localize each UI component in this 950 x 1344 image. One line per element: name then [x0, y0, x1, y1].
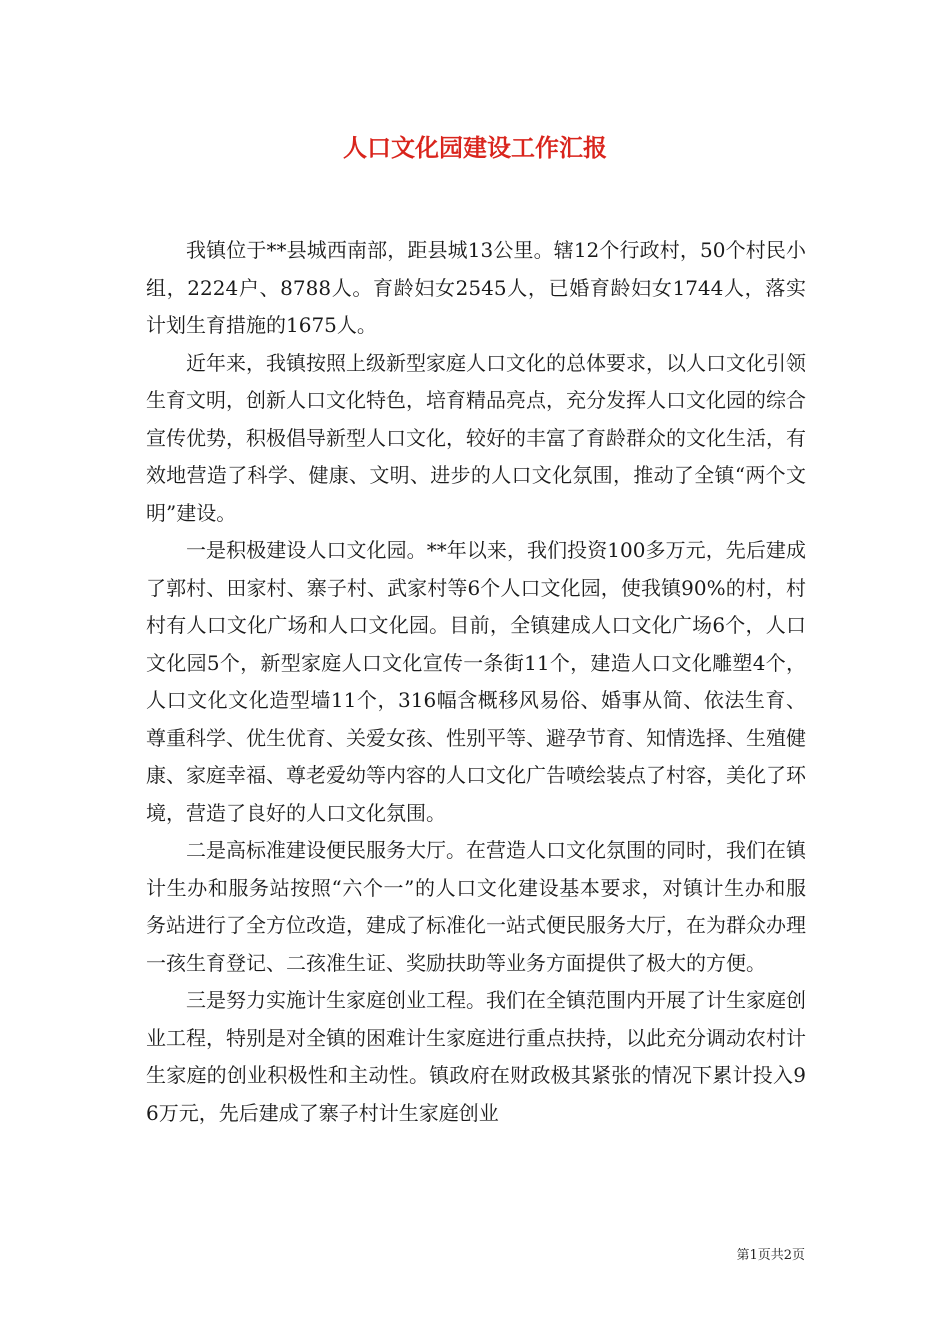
document-body — [146, 232, 806, 1132]
document-title: 人口文化园建设工作汇报 — [343, 133, 607, 162]
paragraph-1: 我镇位于**县城西南部，距县城13公里。辖12个行政村，50个村民小组，2224户、8788人。育龄妇女2545人，已婚育龄妇女1744人，落实计划生育措施的1675人。 — [146, 238, 806, 337]
paragraph-5: 三是努力实施计生家庭创业工程。我们在全镇范围内开展了计生家庭创业工程，特别是对全镇的困难计生家庭进行重点扶持，以此充分调动农村计生家庭的创业积极性和主动性。镇政府在财政极其紧张的情况下累计投入96万元，先后建成了寨子村计生家庭创业 — [146, 988, 806, 1125]
paragraph-2: 近年来，我镇按照上级新型家庭人口文化的总体要求，以人口文化引领生育文明，创新人口文化特色，培育精品亮点，充分发挥人口文化园的综合宣传优势，积极倡导新型人口文化，较好的丰富了育龄群众的文化生活，有效地营造了科学、健康、文明、进步的人口文化氛围，推动了全镇“两个文明”建设。 — [146, 350, 806, 525]
page-number: 第1页共2页 — [736, 1248, 805, 1263]
paragraph-3: 一是积极建设人口文化园。**年以来，我们投资100多万元，先后建成了郭村、田家村、寨子村、武家村等6个人口文化园，使我镇90%的村，村村有人口文化广场和人口文化园。目前，全镇建成人口文化广场6个，人口文化园5个，新型家庭人口文化宣传一条街11个，建造人口文化雕塑4个，人口文化文化造型墙11个，316幅含概移风易俗、婚事从简、依法生育、尊重科学、优生优育、关爱女孩、性别平等、避孕节育、知情选择、生殖健康、家庭幸福、尊老爱幼等内容的人口文化广告喷绘装点了村容，美化了环境，营造了良好的人口文化氛围。 — [146, 538, 806, 825]
paragraph-4: 二是高标准建设便民服务大厅。在营造人口文化氛围的同时，我们在镇计生办和服务站按照“六个一”的人口文化建设基本要求，对镇计生办和服务站进行了全方位改造，建成了标准化一站式便民服务大厅，在为群众办理一孩生育登记、二孩准生证、奖励扶助等业务方面提供了极大的方便。 — [146, 838, 806, 975]
